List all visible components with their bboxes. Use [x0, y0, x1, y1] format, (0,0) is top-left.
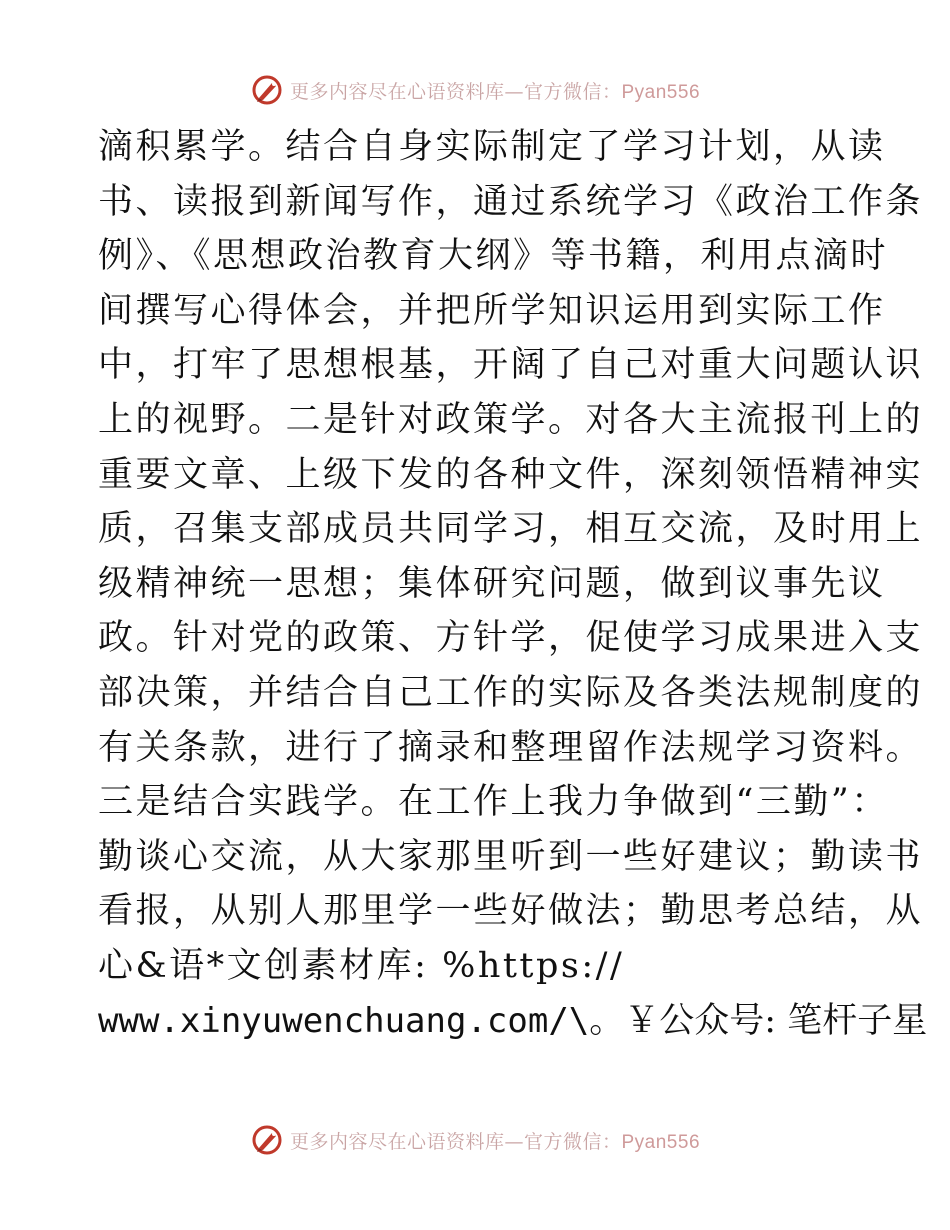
wechat-id: Pyan556 [621, 1131, 701, 1153]
watermark-text: 更多内容尽在心语资料库—官方微信： [289, 80, 622, 103]
text-line: 上的视野。二是针对政策学。对各大主流报刊上的 [98, 399, 924, 440]
text-line-tail: 。￥公众号: 笔杆子星 [589, 1000, 928, 1041]
pen-logo-icon [250, 73, 284, 107]
text-line: 间撰写心得体会，并把所学知识运用到实际工作 [98, 290, 886, 331]
pen-logo-icon [250, 1123, 284, 1157]
text-line: 心&语*文创素材库: %https:// [98, 945, 625, 986]
text-line: 书、读报到新闻写作，通过系统学习《政治工作条 [98, 181, 924, 222]
text-line: 质，召集支部成员共同学习，相互交流，及时用上 [98, 509, 924, 550]
text-line: 滴积累学。结合自身实际制定了学习计划，从读 [98, 127, 886, 167]
text-line: 重要文章、上级下发的各种文件，深刻领悟精神实 [98, 454, 924, 495]
text-line: 勤谈心交流，从大家那里听到一些好建议；勤读书 [98, 836, 924, 877]
text-line: 政。针对党的政策、方针学，促使学习成果进入支 [98, 618, 924, 659]
text-line-url [98, 994, 928, 1049]
text-line: 看报，从别人那里学一些好做法；勤思考总结，从 [98, 891, 924, 932]
text-line: 部决策，并结合自己工作的实际及各类法规制度的 [98, 672, 924, 713]
text-line: 有关条款，进行了摘录和整理留作法规学习资料。 [98, 727, 924, 768]
watermark-text: 更多内容尽在心语资料库—官方微信： [289, 1130, 622, 1153]
document-body [98, 120, 928, 1048]
website-url: www.xinyuwenchuang.com/\ [98, 1000, 590, 1041]
text-line: 三是结合实践学。在工作上我力争做到“三勤”： [98, 782, 889, 823]
text-line: 例》、《思想政治教育大纲》等书籍，利用点滴时 [98, 236, 889, 277]
footer-watermark [0, 1120, 950, 1160]
text-line: 中，打牢了思想根基，开阔了自己对重大问题认识 [98, 345, 924, 386]
text-line: 级精神统一思想；集体研究问题，做到议事先议 [98, 563, 886, 604]
header-watermark [0, 70, 950, 110]
wechat-id: Pyan556 [621, 81, 701, 103]
